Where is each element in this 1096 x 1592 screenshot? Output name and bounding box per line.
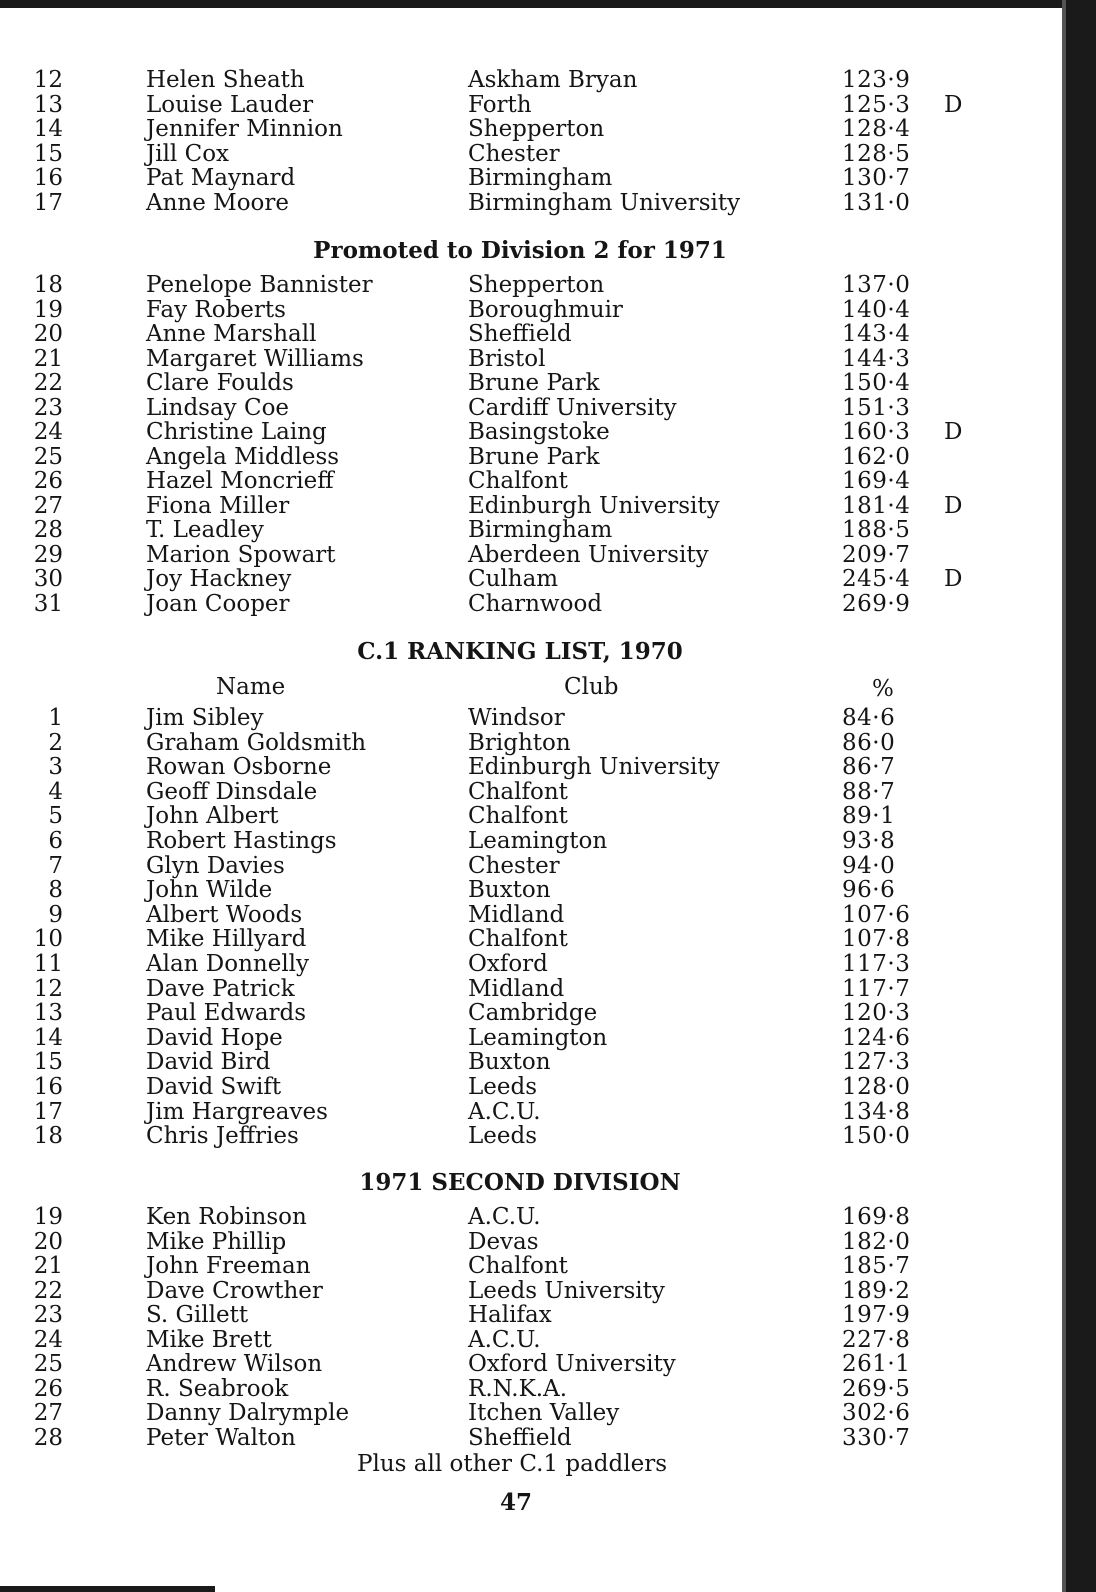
name-cell: Marion Spowart	[146, 541, 336, 568]
score-cell: 124·6	[842, 1024, 911, 1051]
rank-cell: 13	[33, 91, 63, 118]
club-cell: A.C.U.	[468, 1098, 541, 1125]
name-cell: Lindsay Coe	[146, 394, 290, 421]
rank-cell: 17	[33, 1098, 63, 1125]
rank-cell: 20	[33, 1228, 63, 1255]
name-cell: Jim Hargreaves	[146, 1098, 328, 1125]
name-cell: T. Leadley	[146, 517, 264, 543]
name-cell: Geoff Dinsdale	[146, 778, 318, 805]
rank-cell: 9	[48, 901, 63, 928]
footer-note: Plus all other C.1 paddlers	[357, 1451, 667, 1477]
table-row	[0, 1328, 1040, 1353]
club-cell: Chester	[468, 140, 560, 167]
rank-cell: 29	[33, 541, 63, 568]
name-cell: Ken Robinson	[146, 1204, 307, 1230]
table-row	[0, 731, 1040, 756]
club-cell: Birmingham	[468, 517, 613, 543]
table-row	[0, 1303, 1040, 1328]
table-row	[0, 1426, 1040, 1451]
name-cell: Albert Woods	[146, 901, 303, 928]
name-cell: Penelope Bannister	[146, 272, 373, 298]
name-cell: David Hope	[146, 1024, 283, 1051]
table-row	[0, 755, 1040, 780]
name-cell: Rowan Osborne	[146, 754, 332, 781]
name-cell: Glyn Davies	[146, 852, 285, 879]
club-cell: Charnwood	[468, 590, 603, 617]
rank-cell: 16	[33, 1074, 63, 1100]
rank-cell: 22	[33, 1277, 63, 1304]
score-cell: 182·0	[842, 1228, 911, 1255]
rank-cell: 11	[33, 951, 63, 977]
table-row	[0, 322, 1040, 347]
club-cell: Midland	[468, 901, 565, 928]
rank-cell: 26	[33, 468, 63, 494]
score-cell: 88·7	[842, 778, 896, 805]
table-row	[0, 592, 1040, 617]
rank-cell: 16	[33, 165, 63, 192]
rank-cell: 3	[48, 754, 63, 781]
score-cell: 160·3	[842, 419, 911, 445]
club-cell: Brighton	[468, 729, 571, 756]
club-cell: Chalfont	[468, 468, 568, 494]
rank-cell: 31	[33, 590, 63, 617]
column-header-percent: %	[872, 676, 894, 702]
rank-cell: 23	[33, 394, 63, 421]
table-row	[0, 142, 1040, 167]
score-cell: 181·4	[842, 492, 911, 519]
club-cell: Edinburgh University	[468, 492, 720, 519]
rank-cell: 28	[33, 517, 63, 543]
score-cell: 188·5	[842, 517, 911, 543]
club-cell: Oxford University	[468, 1351, 676, 1377]
score-cell: 197·9	[842, 1302, 911, 1328]
table-row	[0, 1026, 1040, 1051]
club-cell: Edinburgh University	[468, 754, 720, 781]
score-cell: 120·3	[842, 1000, 911, 1027]
rank-cell: 14	[33, 1024, 63, 1051]
club-cell: Windsor	[468, 705, 565, 731]
rank-cell: 4	[48, 778, 63, 805]
name-cell: Robert Hastings	[146, 828, 337, 854]
table-row	[0, 854, 1040, 879]
score-cell: 143·4	[842, 321, 911, 347]
score-cell: 144·3	[842, 345, 911, 372]
name-cell: Anne Moore	[146, 190, 290, 216]
score-cell: 93·8	[842, 828, 896, 854]
club-cell: Forth	[468, 91, 532, 118]
name-cell: Paul Edwards	[146, 1000, 307, 1027]
club-cell: Chalfont	[468, 926, 568, 953]
name-cell: Helen Sheath	[146, 67, 305, 93]
rank-cell: 7	[48, 852, 63, 879]
name-cell: Joy Hackney	[146, 566, 292, 592]
rank-cell: 28	[33, 1424, 63, 1451]
club-cell: Cambridge	[468, 1000, 598, 1027]
name-cell: Christine Laing	[146, 419, 327, 445]
table-row	[0, 396, 1040, 421]
rank-cell: 8	[48, 877, 63, 904]
score-cell: 140·4	[842, 296, 911, 323]
table-row	[0, 543, 1040, 568]
table-row	[0, 1352, 1040, 1377]
score-cell: 117·7	[842, 975, 911, 1002]
club-cell: Cardiff University	[468, 394, 677, 421]
score-cell: 89·1	[842, 803, 896, 830]
rank-cell: 30	[33, 566, 63, 592]
score-cell: 185·7	[842, 1253, 911, 1279]
table-row	[0, 1050, 1040, 1075]
table-row	[0, 706, 1040, 731]
name-cell: Peter Walton	[146, 1424, 296, 1451]
table-row	[0, 1100, 1040, 1125]
name-cell: S. Gillett	[146, 1302, 249, 1328]
rank-cell: 25	[33, 1351, 63, 1377]
score-cell: 117·3	[842, 951, 911, 977]
rank-cell: 1	[48, 705, 63, 731]
club-cell: Sheffield	[468, 1424, 572, 1451]
club-cell: Basingstoke	[468, 419, 610, 445]
rank-cell: 2	[48, 729, 63, 756]
name-cell: John Albert	[146, 803, 279, 830]
name-cell: David Bird	[146, 1049, 271, 1076]
promoted-heading: Promoted to Division 2 for 1971	[313, 237, 727, 264]
name-cell: Joan Cooper	[146, 590, 290, 617]
club-cell: Aberdeen University	[468, 541, 709, 568]
column-header-club: Club	[564, 674, 619, 700]
club-cell: Chalfont	[468, 803, 568, 830]
club-cell: Oxford	[468, 951, 548, 977]
name-cell: Alan Donnelly	[146, 951, 310, 977]
club-cell: Birmingham	[468, 165, 613, 192]
name-cell: Louise Lauder	[146, 91, 314, 118]
page-number: 47	[500, 1489, 533, 1516]
rank-cell: 24	[33, 1326, 63, 1353]
rank-cell: 27	[33, 492, 63, 519]
flag-cell: D	[944, 419, 963, 445]
club-cell: Leeds University	[468, 1277, 665, 1304]
scan-edge-right	[1066, 0, 1096, 1592]
score-cell: 261·1	[842, 1351, 911, 1377]
score-cell: 150·4	[842, 370, 911, 396]
rank-cell: 15	[33, 1049, 63, 1076]
table-row	[0, 68, 1040, 93]
name-cell: Chris Jeffries	[146, 1123, 299, 1150]
score-cell: 189·2	[842, 1277, 911, 1304]
table-row	[0, 1124, 1040, 1149]
score-cell: 134·8	[842, 1098, 911, 1125]
score-cell: 269·9	[842, 590, 911, 617]
name-cell: John Freeman	[146, 1253, 311, 1279]
name-cell: Angela Middless	[146, 443, 340, 470]
table-row	[0, 952, 1040, 977]
rank-cell: 18	[33, 272, 63, 298]
name-cell: Margaret Williams	[146, 345, 364, 372]
name-cell: Fiona Miller	[146, 492, 290, 519]
table-row	[0, 494, 1040, 519]
name-cell: R. Seabrook	[146, 1375, 289, 1402]
c1-ranking-heading: C.1 RANKING LIST, 1970	[357, 638, 683, 665]
rank-cell: 10	[33, 926, 63, 953]
table-row	[0, 1230, 1040, 1255]
score-cell: 169·4	[842, 468, 911, 494]
table-row	[0, 878, 1040, 903]
club-cell: R.N.K.A.	[468, 1375, 568, 1402]
name-cell: Anne Marshall	[146, 321, 317, 347]
rank-cell: 25	[33, 443, 63, 470]
score-cell: 130·7	[842, 165, 911, 192]
club-cell: Chalfont	[468, 1253, 568, 1279]
score-cell: 86·7	[842, 754, 896, 781]
rank-cell: 26	[33, 1375, 63, 1402]
score-cell: 107·6	[842, 901, 911, 928]
table-row	[0, 1279, 1040, 1304]
table-row	[0, 445, 1040, 470]
rank-cell: 19	[33, 1204, 63, 1230]
score-cell: 84·6	[842, 705, 896, 731]
rank-cell: 12	[33, 975, 63, 1002]
table-row	[0, 977, 1040, 1002]
club-cell: Shepperton	[468, 116, 605, 143]
rank-cell: 23	[33, 1302, 63, 1328]
club-cell: Leamington	[468, 1024, 608, 1051]
table-row	[0, 469, 1040, 494]
club-cell: Buxton	[468, 1049, 551, 1076]
name-cell: Dave Crowther	[146, 1277, 323, 1304]
rank-cell: 21	[33, 345, 63, 372]
name-cell: Pat Maynard	[146, 165, 296, 192]
club-cell: Leamington	[468, 828, 608, 854]
name-cell: Danny Dalrymple	[146, 1400, 350, 1426]
club-cell: Bristol	[468, 345, 546, 372]
score-cell: 151·3	[842, 394, 911, 421]
club-cell: Birmingham University	[468, 190, 741, 216]
table-row	[0, 1075, 1040, 1100]
rank-cell: 27	[33, 1400, 63, 1426]
flag-cell: D	[944, 91, 963, 118]
rank-cell: 17	[33, 190, 63, 216]
score-cell: 107·8	[842, 926, 911, 953]
table-row	[0, 903, 1040, 928]
score-cell: 302·6	[842, 1400, 911, 1426]
table-row	[0, 298, 1040, 323]
name-cell: Clare Foulds	[146, 370, 294, 396]
score-cell: 128·5	[842, 140, 911, 167]
name-cell: Jim Sibley	[146, 705, 264, 731]
club-cell: Itchen Valley	[468, 1400, 620, 1426]
score-cell: 227·8	[842, 1326, 911, 1353]
table-row	[0, 804, 1040, 829]
score-cell: 123·9	[842, 67, 911, 93]
rank-cell: 24	[33, 419, 63, 445]
table-row	[0, 829, 1040, 854]
club-cell: Brune Park	[468, 443, 600, 470]
club-cell: Sheffield	[468, 321, 572, 347]
table-row	[0, 371, 1040, 396]
rank-cell: 18	[33, 1123, 63, 1150]
flag-cell: D	[944, 492, 963, 519]
name-cell: Graham Goldsmith	[146, 729, 367, 756]
table-row	[0, 420, 1040, 445]
club-cell: A.C.U.	[468, 1326, 541, 1353]
score-cell: 330·7	[842, 1424, 911, 1451]
scan-edge-bottom	[0, 1586, 215, 1592]
rank-cell: 21	[33, 1253, 63, 1279]
name-cell: David Swift	[146, 1074, 282, 1100]
club-cell: Midland	[468, 975, 565, 1002]
name-cell: Mike Brett	[146, 1326, 272, 1353]
club-cell: Leeds	[468, 1123, 538, 1150]
club-cell: Culham	[468, 566, 559, 592]
table-row	[0, 518, 1040, 543]
score-cell: 169·8	[842, 1204, 911, 1230]
score-cell: 96·6	[842, 877, 896, 904]
name-cell: Fay Roberts	[146, 296, 286, 323]
name-cell: Andrew Wilson	[146, 1351, 323, 1377]
club-cell: Brune Park	[468, 370, 600, 396]
table-row	[0, 780, 1040, 805]
name-cell: Dave Patrick	[146, 975, 295, 1002]
score-cell: 127·3	[842, 1049, 911, 1076]
column-header-name: Name	[216, 674, 286, 700]
club-cell: Boroughmuir	[468, 296, 623, 323]
table-row	[0, 1401, 1040, 1426]
second-division-heading: 1971 SECOND DIVISION	[359, 1169, 681, 1196]
rank-cell: 6	[48, 828, 63, 854]
score-cell: 128·4	[842, 116, 911, 143]
club-cell: Chalfont	[468, 778, 568, 805]
table-row	[0, 1254, 1040, 1279]
score-cell: 245·4	[842, 566, 911, 592]
score-cell: 209·7	[842, 541, 911, 568]
score-cell: 131·0	[842, 190, 911, 216]
score-cell: 150·0	[842, 1123, 911, 1150]
club-cell: Chester	[468, 852, 560, 879]
score-cell: 128·0	[842, 1074, 911, 1100]
table-row	[0, 117, 1040, 142]
rank-cell: 19	[33, 296, 63, 323]
table-row	[0, 93, 1040, 118]
scan-edge-top	[0, 0, 1096, 8]
rank-cell: 12	[33, 67, 63, 93]
club-cell: Buxton	[468, 877, 551, 904]
rank-cell: 5	[48, 803, 63, 830]
score-cell: 137·0	[842, 272, 911, 298]
club-cell: Halifax	[468, 1302, 552, 1328]
table-row	[0, 567, 1040, 592]
score-cell: 162·0	[842, 443, 911, 470]
table-row	[0, 166, 1040, 191]
flag-cell: D	[944, 566, 963, 592]
score-cell: 125·3	[842, 91, 911, 118]
table-row	[0, 927, 1040, 952]
rank-cell: 22	[33, 370, 63, 396]
score-cell: 269·5	[842, 1375, 911, 1402]
table-row	[0, 1001, 1040, 1026]
table-row	[0, 191, 1040, 216]
club-cell: Shepperton	[468, 272, 605, 298]
name-cell: Mike Hillyard	[146, 926, 307, 953]
club-cell: A.C.U.	[468, 1204, 541, 1230]
rank-cell: 20	[33, 321, 63, 347]
name-cell: Jennifer Minnion	[146, 116, 343, 143]
rank-cell: 13	[33, 1000, 63, 1027]
table-row	[0, 1377, 1040, 1402]
club-cell: Askham Bryan	[468, 67, 638, 93]
score-cell: 94·0	[842, 852, 896, 879]
rank-cell: 15	[33, 140, 63, 167]
club-cell: Leeds	[468, 1074, 538, 1100]
name-cell: Mike Phillip	[146, 1228, 287, 1255]
table-row	[0, 1205, 1040, 1230]
name-cell: Jill Cox	[146, 140, 230, 167]
club-cell: Devas	[468, 1228, 539, 1255]
name-cell: John Wilde	[146, 877, 273, 904]
table-row	[0, 273, 1040, 298]
table-row	[0, 347, 1040, 372]
score-cell: 86·0	[842, 729, 896, 756]
name-cell: Hazel Moncrieff	[146, 468, 334, 494]
rank-cell: 14	[33, 116, 63, 143]
